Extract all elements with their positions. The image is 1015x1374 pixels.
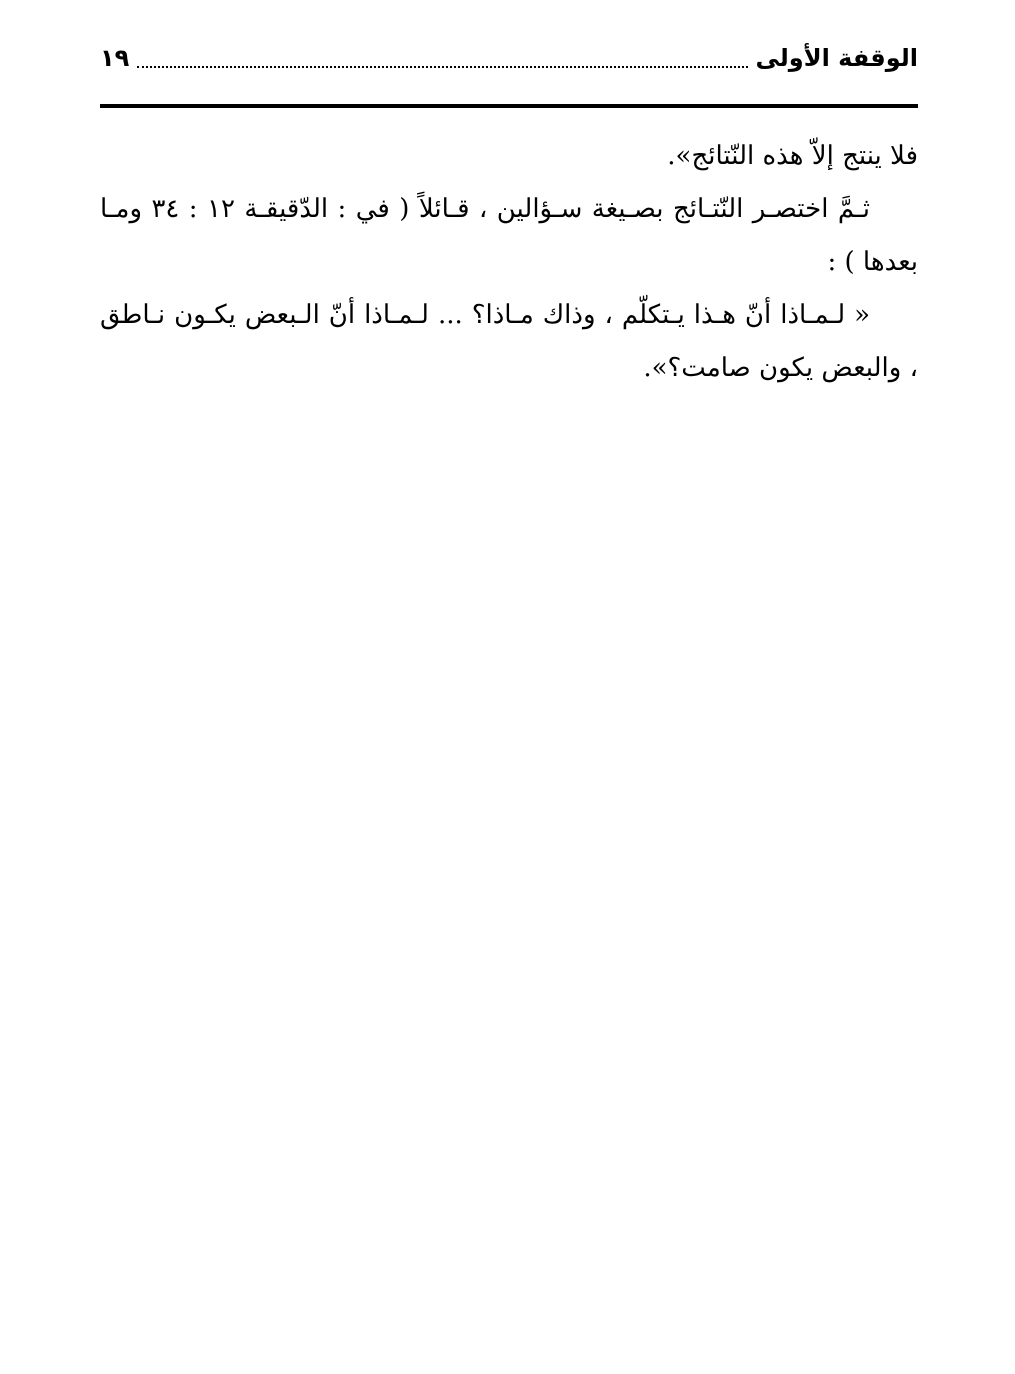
- paragraph: فلا ينتج إلاّ هذه النّتائج».: [667, 141, 918, 171]
- page-number: ١٩: [100, 44, 130, 72]
- paragraph: « لـمـاذا أنّ هـذا يـتكلّم ، وذاك مـاذا؟ ... لـمـاذا أنّ الـبعض يكـون نـاطق ، والبعض يكون صامت؟».: [100, 300, 918, 383]
- header-rule: [100, 104, 918, 108]
- paragraph: ثـمَّ اختصـر النّتـائج بصـيغة سـؤالين ، قـائلاً ( في : الدّقيقـة ١٢ : ٣٤ ومـا بعدها ) :: [100, 194, 918, 277]
- body-text: [100, 130, 918, 395]
- running-header: [100, 30, 918, 78]
- dot-leader: [137, 65, 747, 68]
- chapter-title: الوقفة الأولى: [755, 44, 918, 72]
